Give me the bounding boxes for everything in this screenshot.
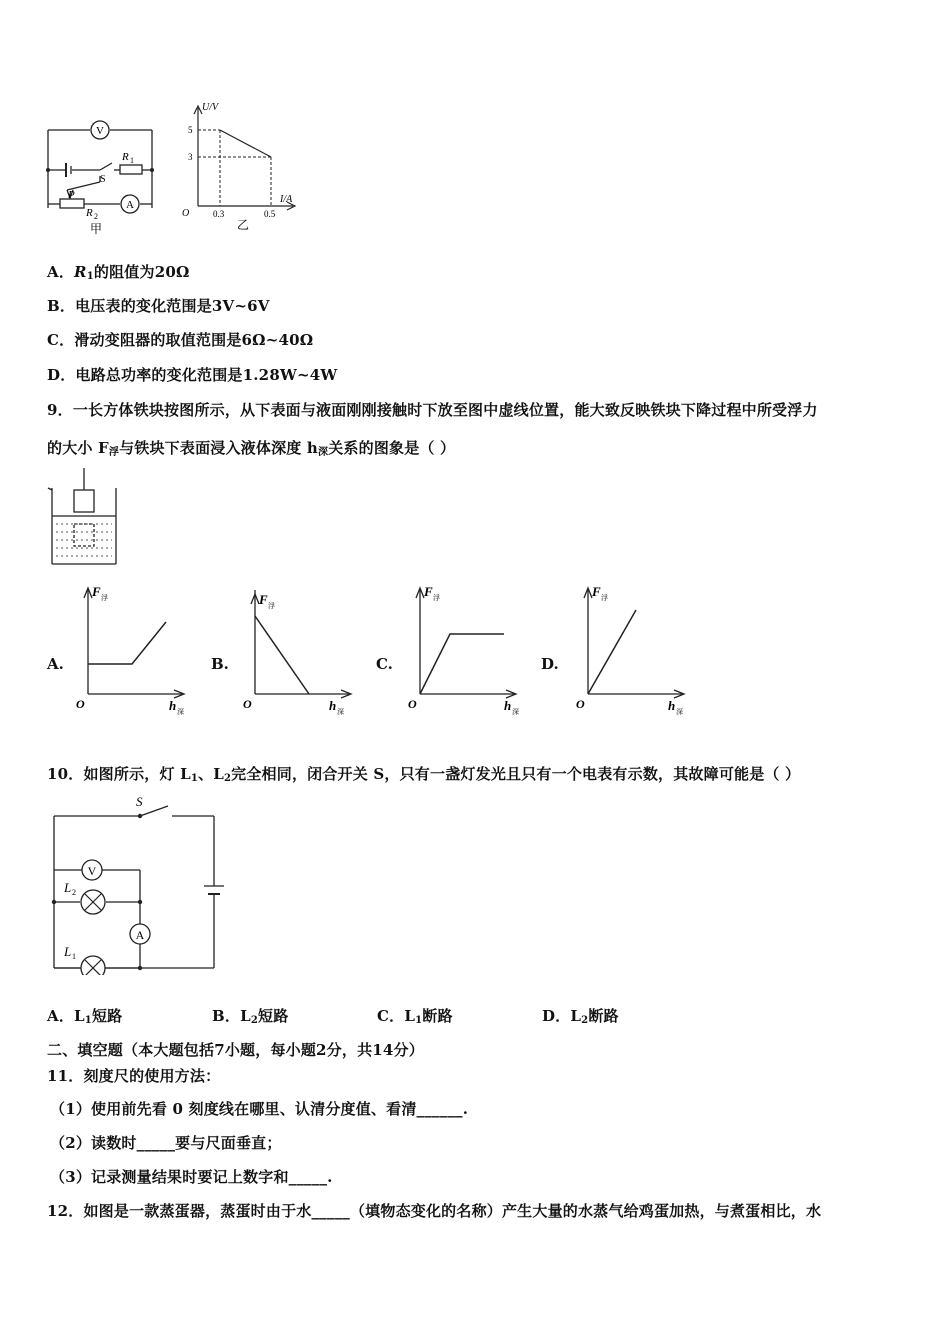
q10-stem: 10．如图所示，灯 $L_1$、$L_2$完全相同，闭合开关 S，只有一盏灯发光且只有一个电表有示数，其故障可能是（ ）	[47, 765, 801, 784]
origin-label: O	[576, 697, 585, 711]
q9-option-c-letter: C.	[376, 655, 393, 673]
f-axis-sub: 浮	[268, 602, 275, 610]
f-axis-label: F	[259, 592, 268, 607]
r2-sub: 2	[94, 212, 98, 221]
q10-option-c: C．$L_1$断路	[377, 1007, 453, 1026]
q8-option-b: B．电压表的变化范围是3V~6V	[47, 297, 270, 315]
ammeter-label: A	[126, 199, 134, 211]
r1-sub: 1	[130, 156, 134, 165]
voltmeter-label: V	[96, 125, 104, 137]
h-axis-label: h	[329, 698, 337, 713]
q9-stem-line2: 的大小 $F_浮$与铁块下表面浸入液体深度 $h_深$关系的图象是（ ）	[47, 439, 456, 458]
y-tick-5: 5	[188, 125, 193, 135]
section-heading: 二、填空题（本大题包括7小题，每小题2分，共14分）	[47, 1041, 424, 1059]
f-axis-sub: 浮	[101, 594, 108, 602]
q10-option-a: A．$L_1$短路	[47, 1007, 123, 1026]
l2-sub: 2	[72, 888, 76, 897]
voltmeter-label: V	[87, 864, 97, 878]
f-axis-sub: 浮	[601, 594, 608, 602]
h-axis-label: h	[504, 698, 512, 713]
switch-label: S	[136, 794, 143, 809]
switch-label: S	[100, 174, 106, 185]
q9-stem-line1: 9．一长方体铁块按图所示，从下表面与液面刚刚接触时下放至图中虚线位置，能大致反映铁块下降过程中所受浮力	[47, 401, 818, 419]
figure-caption-jia: 甲	[89, 222, 103, 236]
q9-graph-d[interactable]	[570, 582, 695, 717]
origin-label: O	[408, 697, 417, 711]
ammeter-label: A	[135, 928, 145, 942]
q11-item-3: （3）记录测量结果时要记上数字和_____.	[50, 1168, 333, 1186]
circuit-jia-figure	[40, 118, 170, 238]
lamp-l1-icon	[81, 956, 105, 975]
q8-option-a: A．$R_1$的阻值为20Ω	[47, 263, 190, 282]
slider-label: P	[68, 189, 75, 201]
f-axis-label: F	[92, 584, 101, 599]
f-axis-label: F	[424, 584, 433, 599]
q11-stem: 11．刻度尺的使用方法：	[47, 1067, 221, 1085]
h-axis-sub: 深	[512, 708, 519, 716]
q9-option-d-letter: D.	[541, 655, 559, 673]
f-axis-sub: 浮	[433, 594, 440, 602]
r2-label: R	[86, 207, 93, 219]
q9-graph-c[interactable]	[402, 582, 527, 717]
q11-item-2: （2）读数时_____要与尺面垂直；	[50, 1134, 282, 1152]
lamp-l2-icon	[81, 890, 105, 914]
q9-option-b-letter: B.	[211, 655, 229, 673]
f-axis-label: F	[592, 584, 601, 599]
beaker-figure	[44, 466, 124, 570]
q10-option-b: B．$L_2$短路	[212, 1007, 289, 1026]
h-axis-label: h	[169, 698, 177, 713]
u-i-graph-yi	[178, 98, 308, 233]
origin-label: O	[243, 697, 252, 711]
r1-label: R	[122, 151, 129, 163]
q10-circuit-figure	[44, 790, 234, 975]
l1-sub: 1	[72, 952, 76, 961]
q8-option-d: D．电路总功率的变化范围是1.28W~4W	[47, 366, 338, 384]
h-axis-label: h	[668, 698, 676, 713]
x-tick-0.5: 0.5	[264, 209, 276, 219]
q9-graph-b[interactable]	[237, 582, 362, 717]
q10-option-d: D．$L_2$断路	[542, 1007, 619, 1026]
q9-option-a-letter: A.	[47, 655, 64, 673]
origin-label: O	[182, 208, 190, 219]
q8-option-c: C．滑动变阻器的取值范围是6Ω~40Ω	[47, 331, 314, 349]
origin-label: O	[76, 697, 85, 711]
h-axis-sub: 深	[177, 708, 184, 716]
h-axis-sub: 深	[676, 708, 683, 716]
q11-item-1: （1）使用前先看 0 刻度线在哪里、认清分度值、看清______.	[50, 1100, 469, 1118]
q12-stem: 12．如图是一款蒸蛋器，蒸蛋时由于水_____（填物态变化的名称）产生大量的水蒸气给鸡蛋加热，与煮蛋相比，水	[47, 1202, 822, 1220]
x-axis-label-ia: I/A	[280, 194, 293, 205]
figure-caption-yi: 乙	[236, 218, 250, 232]
x-tick-0.3: 0.3	[213, 209, 225, 219]
h-axis-sub: 深	[337, 708, 344, 716]
q9-graph-a[interactable]	[70, 582, 195, 717]
y-axis-label-uv: U/V	[202, 102, 219, 113]
l1-label: L	[64, 944, 72, 959]
l2-label: L	[64, 880, 72, 895]
y-tick-3: 3	[188, 152, 193, 162]
